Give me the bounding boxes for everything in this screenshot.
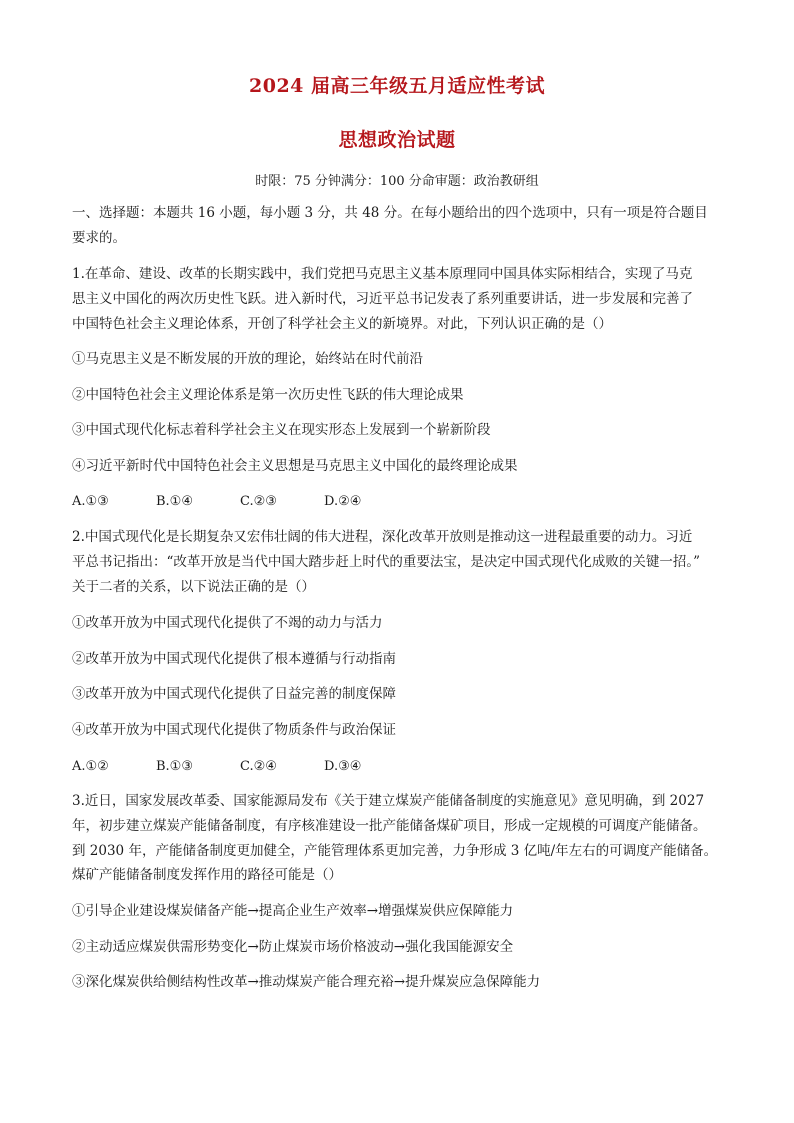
choice-b[interactable]: B.①③ (156, 759, 193, 774)
choice-c[interactable]: C.②④ (240, 759, 277, 774)
option-item: ①马克思主义是不断发展的开放的理论，始终站在时代前沿 (72, 351, 423, 367)
question-stem-line: 1.在革命、建设、改革的长期实践中，我们党把马克思主义基本原理同中国具体实际相结合，实现了马克 (72, 266, 693, 282)
option-item: ③深化煤炭供给侧结构性改革→推动煤炭产能合理充裕→提升煤炭应急保障能力 (72, 974, 541, 990)
question-stem-line: 煤矿产能储备制度发挥作用的路径可能是（） (72, 867, 342, 883)
option-item: ①改革开放为中国式现代化提供了不竭的动力与活力 (72, 615, 383, 631)
exam-title: 2024 届高三年级五月适应性考试 (249, 75, 545, 97)
question-stem-line: 中国特色社会主义理论体系，开创了科学社会主义的新境界。对此，下列认识正确的是（） (72, 316, 612, 332)
option-item: ③改革开放为中国式现代化提供了日益完善的制度保障 (72, 686, 396, 702)
option-item: ②中国特色社会主义理论体系是第一次历史性飞跃的伟大理论成果 (72, 387, 464, 403)
option-item: ④改革开放为中国式现代化提供了物质条件与政治保证 (72, 722, 396, 738)
question-stem-line: 思主义中国化的两次历史性飞跃。进入新时代，习近平总书记发表了系列重要讲话，进一步发展和完善了 (72, 291, 693, 307)
answer-choices (72, 757, 408, 777)
question-stem-line: 关于二者的关系，以下说法正确的是（） (72, 579, 315, 595)
choice-c[interactable]: C.②③ (240, 494, 277, 509)
option-item: ③中国式现代化标志着科学社会主义在现实形态上发展到一个崭新阶段 (72, 422, 491, 438)
question-stem-line: 到 2030 年，产能储备制度更加健全，产能管理体系更加完善，力争形成 3 亿吨/年左右的可调度产能储备。 (72, 843, 718, 859)
subject-title: 思想政治试题 (338, 129, 456, 151)
exam-meta: 时限：75 分钟满分：100 分命审题：政治教研组 (255, 174, 539, 189)
option-item: ④习近平新时代中国特色社会主义思想是马克思主义中国化的最终理论成果 (72, 458, 518, 474)
section-heading-line: 要求的。 (72, 230, 126, 246)
choice-b[interactable]: B.①④ (156, 494, 193, 509)
question-stem-line: 2.中国式现代化是长期复杂又宏伟壮阔的伟大进程，深化改革开放则是推动这一进程最重要的动力。习近 (72, 529, 693, 545)
choice-a[interactable]: A.①③ (72, 494, 109, 509)
section-heading-line: 一、选择题：本题共 16 小题，每小题 3 分，共 48 分。在每小题给出的四个选项中，只有一项是符合题目 (72, 205, 708, 221)
question-stem-line: 3.近日，国家发展改革委、国家能源局发布《关于建立煤炭产能储备制度的实施意见》意见明确，到 2027 (72, 793, 705, 809)
option-item: ①引导企业建设煤炭储备产能→提高企业生产效率→增强煤炭供应保障能力 (72, 903, 514, 919)
question-stem-line: 年，初步建立煤炭产能储备制度，有序核准建设一批产能储备煤矿项目，形成一定规模的可调度产能储备。 (72, 818, 707, 834)
question-stem-line: 平总书记指出：“改革开放是当代中国大踏步赶上时代的重要法宝，是决定中国式现代化成败的关键一招。” (72, 554, 701, 570)
choice-a[interactable]: A.①② (72, 759, 109, 774)
option-item: ②主动适应煤炭供需形势变化→防止煤炭市场价格波动→强化我国能源安全 (72, 939, 514, 955)
option-item: ②改革开放为中国式现代化提供了根本遵循与行动指南 (72, 651, 396, 667)
answer-choices (72, 492, 408, 512)
choice-d[interactable]: D.②④ (324, 494, 362, 509)
choice-d[interactable]: D.③④ (324, 759, 362, 774)
